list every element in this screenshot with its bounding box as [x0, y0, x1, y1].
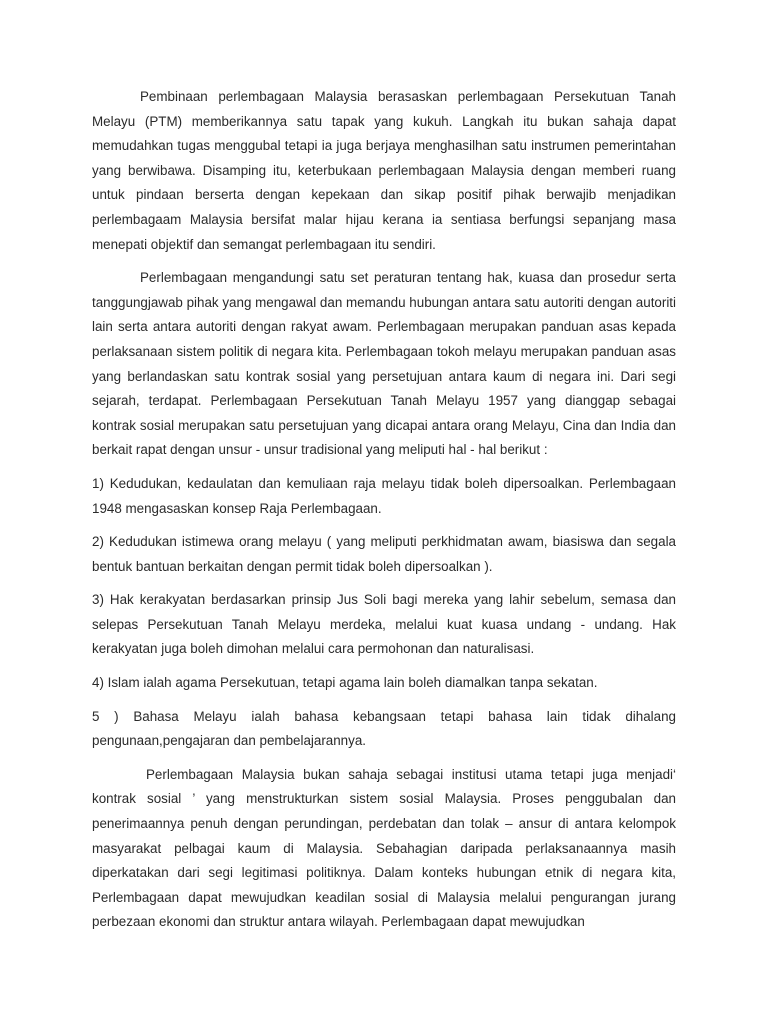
list-item-1: 1) Kedudukan, kedaulatan dan kemuliaan raja melayu tidak boleh dipersoalkan. Perlembagaan 1948 mengasaskan konsep Raja Perlembagaan.: [92, 475, 676, 516]
paragraph-social-contract: Perlembagaan Malaysia bukan sahaja sebagai institusi utama tetapi juga menjadi‘ kontrak sosial ’ yang menstrukturkan sistem sosial Malaysia. Proses penggubalan dan penerimaannya penuh dengan perundingan, perdebatan dan tolak – ansur di antara kelompok masyarakat pelbagai kaum di Malaysia. Sebahagian daripada perlaksanaannya masih diperkatakan dari segi legitimasi politiknya. Dalam konteks hubungan etnik di negara kita, Perlembagaan dapat mewujudkan keadilan sosial di Malaysia melalui pengurangan jurang perbezaan ekonomi dan struktur antara wilayah. Perlembagaan dapat mewujudkan: [92, 766, 676, 930]
list-item-2: 2) Kedudukan istimewa orang melayu ( yang meliputi perkhidmatan awam, biasiswa dan segala bentuk bantuan berkaitan dengan permit tidak boleh dipersoalkan ).: [92, 534, 676, 574]
paragraph-intro: Pembinaan perlembagaan Malaysia berasaskan perlembagaan Persekutuan Tanah Melayu (PTM) memberikannya satu tapak yang kukuh. Langkah itu bukan sahaja dapat memudahkan tugas menggubal tetapi ia juga berjaya menghasilhan satu instrumen pemerintahan yang berwibawa. Disamping itu, keterbukaan perlembagaan Malaysia dengan memberi ruang untuk pindaan berserta dengan kepekaan dan sikap positif pihak berwajib menjadikan perlembagaam Malaysia bersifat malar hijau kerana ia sentiasa berfungsi sepanjang masa menepati objektif dan semangat perlembagaan itu sendiri.: [92, 89, 676, 252]
list-item-3: 3) Hak kerakyatan berdasarkan prinsip Jus Soli bagi mereka yang lahir sebelum, semasa dan selepas Persekutuan Tanah Melayu merdeka, melalui kuat kuasa undang - undang. Hak kerakyatan juga boleh dimohan melalui cara permohonan dan naturalisasi.: [92, 592, 676, 657]
list-item-4: 4) Islam ialah agama Persekutuan, tetapi agama lain boleh diamalkan tanpa sekatan.: [92, 675, 598, 691]
document-body: [92, 85, 676, 944]
paragraph-definition: Perlembagaan mengandungi satu set peraturan tentang hak, kuasa dan prosedur serta tanggungjawab pihak yang mengawal dan memandu hubungan antara satu autoriti dengan autoriti lain serta antara autoriti dengan rakyat awam. Perlembagaan merupakan panduan asas kepada perlaksanaan sistem politik di negara kita. Perlembagaan tokoh melayu merupakan panduan asas yang berlandaskan satu kontrak sosial yang persetujuan antara kaum di negara ini. Dari segi sejarah, terdapat. Perlembagaan Persekutuan Tanah Melayu 1957 yang dianggap sebagai kontrak sosial merupakan satu persetujuan yang dicapai antara orang Melayu, Cina dan India dan berkait rapat dengan unsur - unsur tradisional yang meliputi hal - hal berikut :: [92, 270, 676, 458]
list-item-5: 5 ) Bahasa Melayu ialah bahasa kebangsaan tetapi bahasa lain tidak dihalang pengunaan,pengajaran dan pembelajarannya.: [92, 708, 676, 749]
